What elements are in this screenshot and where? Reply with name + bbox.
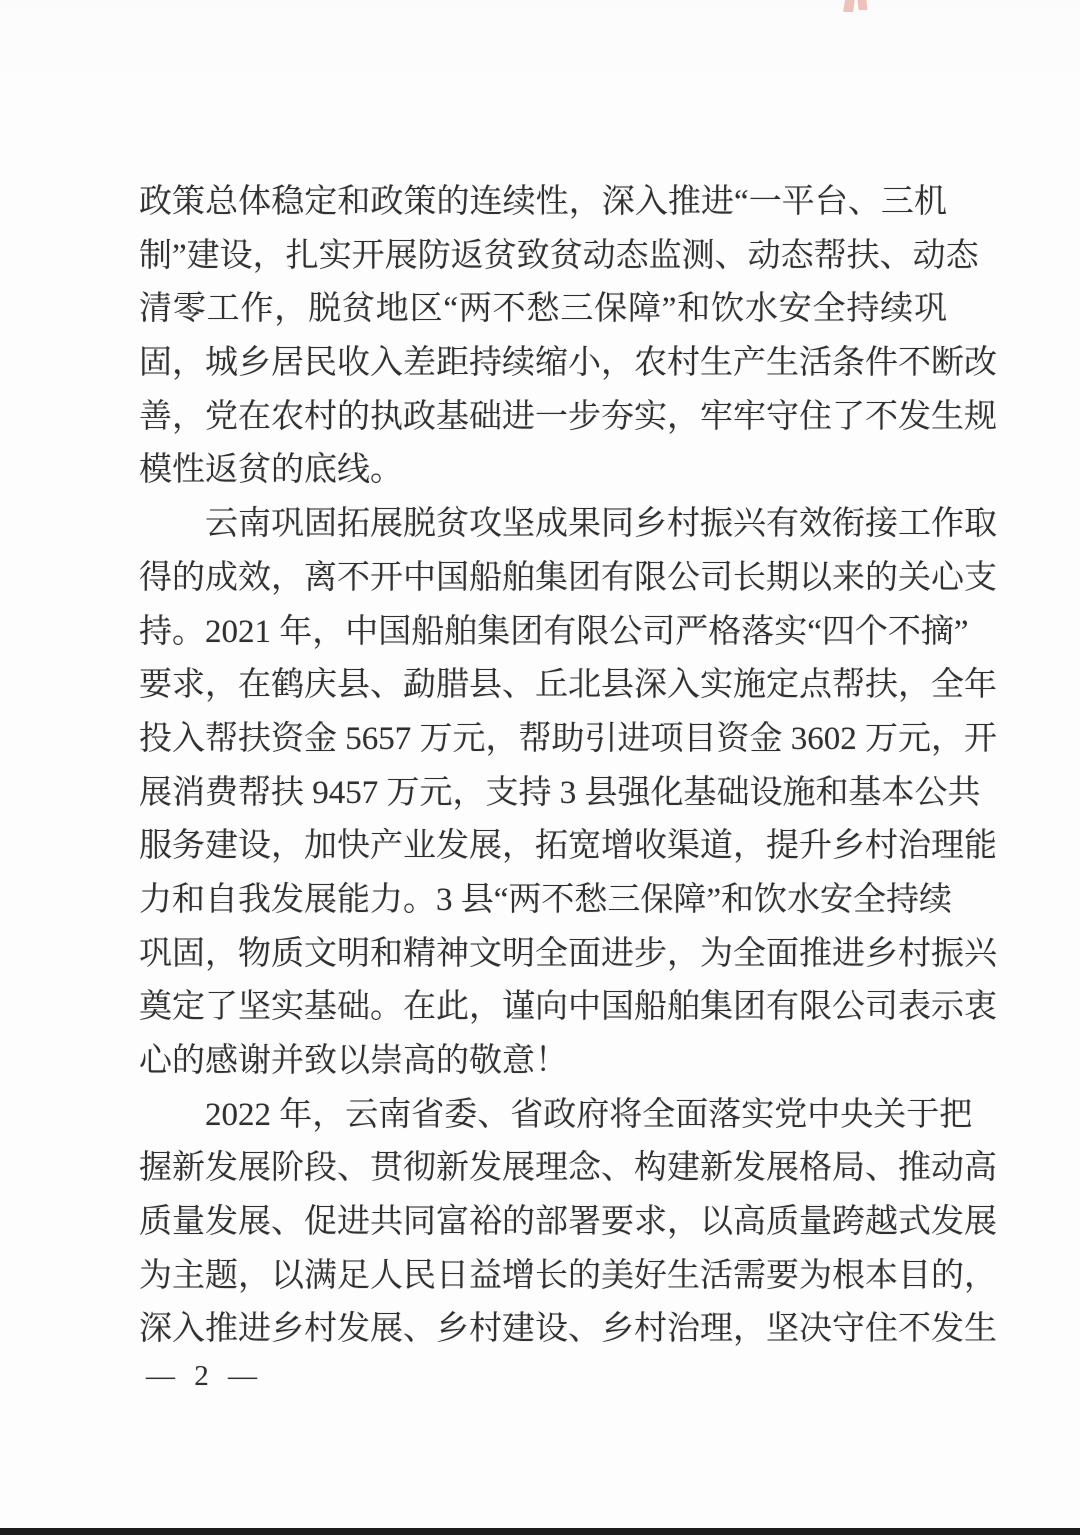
text-line: 投入帮扶资金 5657 万元，帮助引进项目资金 3602 万元，开 <box>139 720 997 757</box>
text-line: 服务建设，加快产业发展，拓宽增收渠道，提升乡村治理能 <box>139 828 997 865</box>
text-block <box>139 176 997 1357</box>
text-line: 展消费帮扶 9457 万元，支持 3 县强化基础设施和基本公共 <box>139 774 981 811</box>
text-line: 心的感谢并致以崇高的敬意！ <box>139 1043 568 1079</box>
text-line: 得的成效，离不开中国船舶集团有限公司长期以来的关心支 <box>139 559 997 596</box>
text-line: 要求，在鹤庆县、勐腊县、丘北县深入实施定点帮扶，全年 <box>139 667 997 704</box>
page-number: — 2 — <box>146 1360 263 1392</box>
text-line: 政策总体稳定和政策的连续性，深入推进“一平台、三机 <box>139 184 947 220</box>
text-line: 制”建设，扎实开展防返贫致贫动态监测、动态帮扶、动态 <box>139 237 979 274</box>
text-line: 深入推进乡村发展、乡村建设、乡村治理，坚决守住不发生 <box>139 1311 997 1348</box>
text-line: 云南巩固拓展脱贫攻坚成果同乡村振兴有效衔接工作取 <box>205 506 997 543</box>
text-line: 握新发展阶段、贯彻新发展理念、构建新发展格局、推动高 <box>139 1150 997 1187</box>
text-line: 模性返贫的底线。 <box>139 452 403 489</box>
text-line: 清零工作，脱贫地区“两不愁三保障”和饮水安全持续巩 <box>139 291 947 328</box>
scan-edge-bar <box>0 1528 1080 1535</box>
red-stroke <box>857 0 867 10</box>
text-line: 奠定了坚实基础。在此，谨向中国船舶集团有限公司表示衷 <box>139 989 997 1026</box>
red-stroke <box>843 0 855 12</box>
text-line: 持。2021 年，中国船舶集团有限公司严格落实“四个不摘” <box>139 613 969 650</box>
text-line: 固，城乡居民收入差距持续缩小，农村生产生活条件不断改 <box>139 345 997 382</box>
text-line: 巩固，物质文明和精神文明全面进步，为全面推进乡村振兴 <box>139 935 997 972</box>
text-line: 力和自我发展能力。3 县“两不愁三保障”和饮水安全持续 <box>139 881 953 918</box>
text-line: 质量发展、促进共同富裕的部署要求，以高质量跨越式发展 <box>139 1204 997 1241</box>
red-annotation-mark <box>842 0 870 13</box>
text-line: 为主题，以满足人民日益增长的美好生活需要为根本目的， <box>139 1257 997 1294</box>
text-line: 2022 年，云南省委、省政府将全面落实党中央关于把 <box>205 1096 973 1133</box>
text-line: 善，党在农村的执政基础进一步夯实，牢牢守住了不发生规 <box>139 398 997 435</box>
